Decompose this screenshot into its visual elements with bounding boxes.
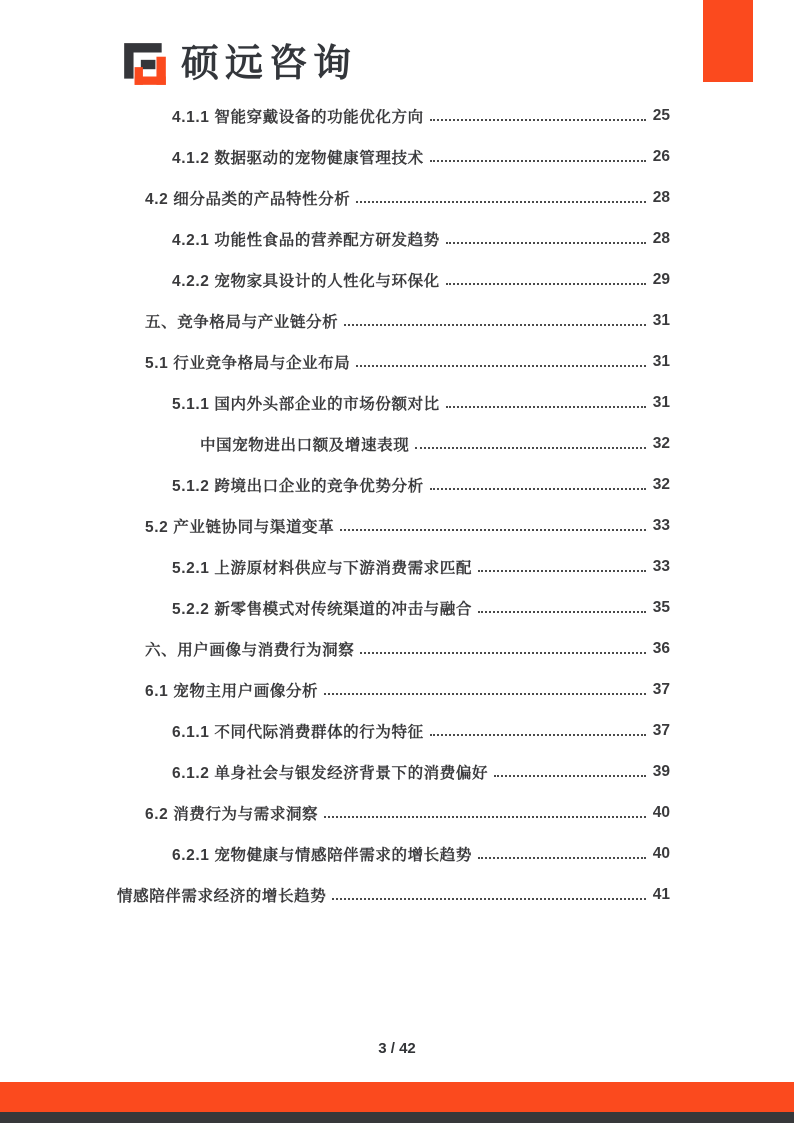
toc-entry[interactable]	[117, 259, 670, 300]
toc-page-number: 35	[652, 598, 670, 616]
toc-entry-label: 4.2 细分品类的产品特性分析	[145, 190, 351, 208]
toc-entry[interactable]	[117, 300, 670, 341]
toc-page-number: 36	[652, 639, 670, 657]
toc-page-number: 39	[652, 762, 670, 780]
toc-entry-label: 5.2 产业链协同与渠道变革	[145, 518, 335, 536]
toc-page-number: 28	[652, 229, 670, 247]
toc-entry-label: 5.1.2 跨境出口企业的竞争优势分析	[172, 477, 424, 495]
toc-page-number: 37	[652, 680, 670, 698]
dot-leader	[360, 643, 645, 654]
dot-leader	[340, 520, 645, 531]
toc-entry[interactable]	[117, 218, 670, 259]
toc-page-number: 26	[652, 147, 670, 165]
toc-entry-label: 6.2.1 宠物健康与情感陪伴需求的增长趋势	[172, 846, 472, 864]
dot-leader	[478, 602, 646, 613]
toc-page-number: 40	[652, 844, 670, 862]
toc-page-number: 29	[652, 270, 670, 288]
toc-entry-label: 5.1 行业竞争格局与企业布局	[145, 354, 351, 372]
footer-accent-bar	[0, 1082, 794, 1112]
dot-leader	[430, 110, 646, 121]
toc-entry-label: 4.2.2 宠物家具设计的人性化与环保化	[172, 272, 440, 290]
toc-entry[interactable]	[117, 423, 670, 464]
toc-page-number: 28	[652, 188, 670, 206]
dot-leader	[446, 233, 646, 244]
toc-entry-label: 六、用户画像与消费行为洞察	[145, 641, 355, 659]
dot-leader	[494, 766, 646, 777]
toc-page-number: 33	[652, 516, 670, 534]
toc-entry[interactable]	[117, 177, 670, 218]
dot-leader	[324, 807, 646, 818]
corner-accent-block	[703, 0, 753, 82]
toc-entry-label: 5.2.1 上游原材料供应与下游消费需求匹配	[172, 559, 472, 577]
toc-page-number: 33	[652, 557, 670, 575]
toc-page-number: 31	[652, 393, 670, 411]
toc-entry[interactable]	[117, 710, 670, 751]
dot-leader	[324, 684, 646, 695]
toc-entry-label: 6.1.2 单身社会与银发经济背景下的消费偏好	[172, 764, 489, 782]
toc-entry[interactable]	[117, 464, 670, 505]
toc-entry[interactable]	[117, 628, 670, 669]
toc-entry[interactable]	[117, 792, 670, 833]
dot-leader	[478, 848, 646, 859]
toc-page-number: 31	[652, 311, 670, 329]
toc-entry[interactable]	[117, 669, 670, 710]
toc-page-number: 40	[652, 803, 670, 821]
toc-page-number: 37	[652, 721, 670, 739]
dot-leader	[332, 889, 645, 900]
toc-entry[interactable]	[117, 587, 670, 628]
toc-entry-label: 情感陪伴需求经济的增长趋势	[117, 887, 327, 905]
toc-entry[interactable]	[117, 382, 670, 423]
dot-leader	[478, 561, 646, 572]
footer-dark-bar	[0, 1112, 794, 1123]
brand-name: 硕远咨询	[181, 43, 358, 85]
toc-entry[interactable]	[117, 546, 670, 587]
dot-leader	[356, 192, 645, 203]
dot-leader	[430, 725, 646, 736]
toc-entry[interactable]	[117, 833, 670, 874]
dot-leader	[344, 315, 646, 326]
brand-logo-icon	[120, 38, 170, 90]
toc-entry[interactable]	[117, 505, 670, 546]
toc-page-number: 25	[652, 106, 670, 124]
dot-leader	[446, 397, 646, 408]
dot-leader	[415, 438, 645, 449]
page-indicator: 3 / 42	[378, 1040, 416, 1057]
toc-entry-label: 5.1.1 国内外头部企业的市场份额对比	[172, 395, 440, 413]
toc-entry[interactable]	[117, 136, 670, 177]
toc-page-number: 31	[652, 352, 670, 370]
dot-leader	[430, 151, 646, 162]
toc-entry-label: 4.1.2 数据驱动的宠物健康管理技术	[172, 149, 424, 167]
dot-leader	[446, 274, 646, 285]
toc-list	[117, 95, 670, 915]
dot-leader	[356, 356, 645, 367]
toc-entry-label: 中国宠物进出口额及增速表现	[200, 436, 410, 454]
toc-entry-label: 五、竞争格局与产业链分析	[145, 313, 339, 331]
toc-page-number: 41	[652, 885, 670, 903]
toc-entry-label: 5.2.2 新零售模式对传统渠道的冲击与融合	[172, 600, 472, 618]
toc-entry[interactable]	[117, 751, 670, 792]
dot-leader	[430, 479, 646, 490]
toc-entry-label: 6.1 宠物主用户画像分析	[145, 682, 319, 700]
toc-entry-label: 6.1.1 不同代际消费群体的行为特征	[172, 723, 424, 741]
toc-entry[interactable]	[117, 341, 670, 382]
toc-page-number: 32	[652, 475, 670, 493]
toc-entry-label: 4.2.1 功能性食品的营养配方研发趋势	[172, 231, 440, 249]
toc-entry-label: 4.1.1 智能穿戴设备的功能优化方向	[172, 108, 424, 126]
brand-header	[120, 38, 357, 90]
toc-page-number: 32	[652, 434, 670, 452]
toc-entry-label: 6.2 消费行为与需求洞察	[145, 805, 319, 823]
toc-entry[interactable]	[117, 95, 670, 136]
toc-entry[interactable]	[117, 874, 670, 915]
